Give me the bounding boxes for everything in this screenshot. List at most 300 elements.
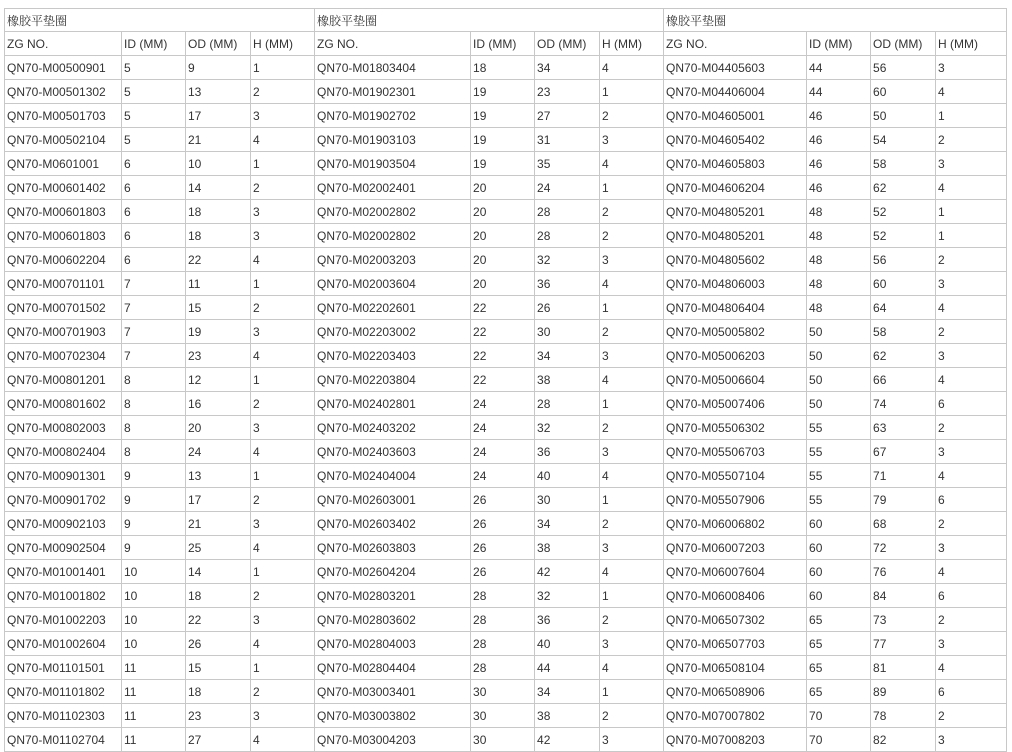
table-row xyxy=(5,296,1007,320)
table-cell: 26 xyxy=(471,536,535,560)
table-cell: 50 xyxy=(807,344,871,368)
table-cell: 65 xyxy=(807,680,871,704)
table-cell: QN70-M02002401 xyxy=(315,176,471,200)
table-cell: QN70-M0601001 xyxy=(5,152,122,176)
table-cell: QN70-M05506703 xyxy=(664,440,807,464)
table-cell: 1 xyxy=(936,224,1007,248)
table-cell: QN70-M05005802 xyxy=(664,320,807,344)
table-cell: 3 xyxy=(251,104,315,128)
table-cell: QN70-M01101501 xyxy=(5,656,122,680)
table-cell: 68 xyxy=(871,512,936,536)
table-cell: QN70-M01101802 xyxy=(5,680,122,704)
table-cell: 32 xyxy=(535,416,600,440)
table-cell: QN70-M00901702 xyxy=(5,488,122,512)
table-cell: 76 xyxy=(871,560,936,584)
table-cell: QN70-M05006203 xyxy=(664,344,807,368)
table-cell: QN70-M05007406 xyxy=(664,392,807,416)
table-cell: 42 xyxy=(535,728,600,752)
table-cell: 26 xyxy=(471,512,535,536)
table-cell: 4 xyxy=(936,464,1007,488)
table-cell: QN70-M06508906 xyxy=(664,680,807,704)
table-cell: 3 xyxy=(600,632,664,656)
table-cell: 65 xyxy=(807,608,871,632)
group-title: 橡胶平垫圈 xyxy=(5,9,315,32)
table-cell: 50 xyxy=(871,104,936,128)
table-cell: 10 xyxy=(122,584,186,608)
table-cell: 3 xyxy=(251,224,315,248)
table-cell: 4 xyxy=(251,440,315,464)
table-cell: 1 xyxy=(600,680,664,704)
table-cell: 2 xyxy=(936,248,1007,272)
table-row xyxy=(5,488,1007,512)
table-cell: 4 xyxy=(600,464,664,488)
table-cell: 38 xyxy=(535,704,600,728)
table-cell: 5 xyxy=(122,80,186,104)
table-cell: QN70-M00601402 xyxy=(5,176,122,200)
table-cell: 3 xyxy=(251,320,315,344)
table-cell: 58 xyxy=(871,320,936,344)
table-cell: QN70-M02002802 xyxy=(315,200,471,224)
table-cell: 2 xyxy=(600,224,664,248)
table-cell: 71 xyxy=(871,464,936,488)
table-row xyxy=(5,56,1007,80)
table-cell: 8 xyxy=(122,392,186,416)
table-cell: QN70-M02804003 xyxy=(315,632,471,656)
table-cell: 31 xyxy=(535,128,600,152)
table-cell: 8 xyxy=(122,368,186,392)
table-cell: 24 xyxy=(471,392,535,416)
table-cell: QN70-M04806404 xyxy=(664,296,807,320)
table-row xyxy=(5,440,1007,464)
table-cell: 3 xyxy=(600,128,664,152)
table-cell: 52 xyxy=(871,224,936,248)
table-cell: 15 xyxy=(186,656,251,680)
table-cell: QN70-M02403603 xyxy=(315,440,471,464)
table-cell: 20 xyxy=(471,200,535,224)
table-cell: 23 xyxy=(186,344,251,368)
table-row xyxy=(5,632,1007,656)
table-cell: QN70-M00902103 xyxy=(5,512,122,536)
table-cell: 6 xyxy=(122,248,186,272)
table-cell: 32 xyxy=(535,584,600,608)
table-cell: 60 xyxy=(807,512,871,536)
table-cell: 4 xyxy=(251,128,315,152)
table-cell: 24 xyxy=(471,416,535,440)
group-title: 橡胶平垫圈 xyxy=(664,9,1007,32)
table-row xyxy=(5,176,1007,200)
table-cell: 2 xyxy=(600,416,664,440)
table-cell: 19 xyxy=(471,152,535,176)
table-cell: QN70-M01903103 xyxy=(315,128,471,152)
table-cell: QN70-M02603001 xyxy=(315,488,471,512)
table-cell: QN70-M02003604 xyxy=(315,272,471,296)
table-cell: 84 xyxy=(871,584,936,608)
table-cell: 55 xyxy=(807,440,871,464)
table-cell: 2 xyxy=(600,704,664,728)
table-cell: QN70-M07008203 xyxy=(664,728,807,752)
table-cell: 3 xyxy=(936,152,1007,176)
table-cell: 2 xyxy=(936,608,1007,632)
table-row xyxy=(5,320,1007,344)
table-cell: QN70-M01102303 xyxy=(5,704,122,728)
table-cell: QN70-M02003203 xyxy=(315,248,471,272)
table-cell: 2 xyxy=(936,704,1007,728)
table-cell: 1 xyxy=(936,104,1007,128)
table-cell: 3 xyxy=(936,632,1007,656)
table-cell: 12 xyxy=(186,368,251,392)
table-cell: 28 xyxy=(471,608,535,632)
table-row xyxy=(5,104,1007,128)
table-cell: QN70-M06508104 xyxy=(664,656,807,680)
table-cell: QN70-M02803602 xyxy=(315,608,471,632)
table-cell: 48 xyxy=(807,200,871,224)
table-cell: QN70-M02203403 xyxy=(315,344,471,368)
table-cell: 5 xyxy=(122,56,186,80)
table-cell: 3 xyxy=(600,536,664,560)
table-cell: 2 xyxy=(936,416,1007,440)
table-cell: 62 xyxy=(871,176,936,200)
column-header: H (MM) xyxy=(936,32,1007,56)
table-cell: QN70-M04805602 xyxy=(664,248,807,272)
table-cell: 17 xyxy=(186,488,251,512)
table-cell: QN70-M00501703 xyxy=(5,104,122,128)
table-cell: QN70-M01002604 xyxy=(5,632,122,656)
table-cell: 2 xyxy=(600,320,664,344)
table-cell: QN70-M04405603 xyxy=(664,56,807,80)
table-cell: 82 xyxy=(871,728,936,752)
table-cell: QN70-M00901301 xyxy=(5,464,122,488)
table-cell: QN70-M00702304 xyxy=(5,344,122,368)
table-cell: QN70-M00701502 xyxy=(5,296,122,320)
table-cell: 9 xyxy=(122,464,186,488)
table-cell: 4 xyxy=(251,344,315,368)
table-cell: 11 xyxy=(186,272,251,296)
table-cell: 4 xyxy=(251,728,315,752)
table-cell: 25 xyxy=(186,536,251,560)
table-cell: 19 xyxy=(471,128,535,152)
table-cell: 50 xyxy=(807,320,871,344)
table-cell: 3 xyxy=(251,200,315,224)
table-cell: 14 xyxy=(186,176,251,200)
table-cell: QN70-M00500901 xyxy=(5,56,122,80)
table-cell: 18 xyxy=(186,200,251,224)
table-cell: 26 xyxy=(471,488,535,512)
table-cell: 36 xyxy=(535,440,600,464)
table-cell: QN70-M04806003 xyxy=(664,272,807,296)
table-cell: 55 xyxy=(807,464,871,488)
table-cell: 34 xyxy=(535,56,600,80)
table-cell: 1 xyxy=(251,56,315,80)
table-cell: QN70-M00902504 xyxy=(5,536,122,560)
table-cell: 7 xyxy=(122,344,186,368)
table-cell: 6 xyxy=(936,680,1007,704)
table-cell: 30 xyxy=(535,320,600,344)
table-cell: QN70-M06007604 xyxy=(664,560,807,584)
group-title: 橡胶平垫圈 xyxy=(315,9,664,32)
table-cell: 62 xyxy=(871,344,936,368)
table-cell: 19 xyxy=(471,80,535,104)
washer-spec-table xyxy=(4,8,1007,752)
table-cell: 4 xyxy=(936,656,1007,680)
table-row xyxy=(5,536,1007,560)
table-cell: 11 xyxy=(122,656,186,680)
table-cell: QN70-M05006604 xyxy=(664,368,807,392)
table-cell: 60 xyxy=(871,272,936,296)
table-cell: 4 xyxy=(600,272,664,296)
table-cell: 5 xyxy=(122,128,186,152)
table-cell: 3 xyxy=(936,440,1007,464)
table-cell: 81 xyxy=(871,656,936,680)
table-cell: 2 xyxy=(251,296,315,320)
table-cell: 7 xyxy=(122,272,186,296)
table-cell: 16 xyxy=(186,392,251,416)
table-cell: 56 xyxy=(871,248,936,272)
table-cell: 21 xyxy=(186,128,251,152)
table-cell: 4 xyxy=(251,536,315,560)
table-cell: QN70-M02203002 xyxy=(315,320,471,344)
table-cell: 3 xyxy=(251,512,315,536)
table-cell: 3 xyxy=(251,704,315,728)
table-cell: 8 xyxy=(122,416,186,440)
table-cell: QN70-M00602204 xyxy=(5,248,122,272)
table-cell: 1 xyxy=(600,584,664,608)
table-cell: 3 xyxy=(936,728,1007,752)
table-row xyxy=(5,80,1007,104)
table-cell: 9 xyxy=(186,56,251,80)
table-cell: QN70-M04605001 xyxy=(664,104,807,128)
table-cell: 44 xyxy=(807,56,871,80)
table-cell: 28 xyxy=(471,584,535,608)
table-row xyxy=(5,224,1007,248)
table-cell: 30 xyxy=(471,704,535,728)
table-cell: QN70-M06507302 xyxy=(664,608,807,632)
table-cell: 4 xyxy=(936,560,1007,584)
table-cell: 44 xyxy=(535,656,600,680)
table-row xyxy=(5,728,1007,752)
table-cell: 60 xyxy=(807,584,871,608)
table-cell: 19 xyxy=(186,320,251,344)
table-cell: QN70-M02202601 xyxy=(315,296,471,320)
table-cell: 36 xyxy=(535,608,600,632)
table-cell: 6 xyxy=(122,224,186,248)
table-cell: 9 xyxy=(122,488,186,512)
table-cell: QN70-M00601803 xyxy=(5,224,122,248)
table-cell: 10 xyxy=(122,608,186,632)
table-cell: 5 xyxy=(122,104,186,128)
table-cell: 10 xyxy=(186,152,251,176)
table-cell: 11 xyxy=(122,728,186,752)
table-cell: 64 xyxy=(871,296,936,320)
table-cell: 44 xyxy=(807,80,871,104)
table-cell: 8 xyxy=(122,440,186,464)
table-cell: QN70-M05506302 xyxy=(664,416,807,440)
table-cell: 28 xyxy=(471,656,535,680)
table-cell: 4 xyxy=(251,248,315,272)
table-cell: 28 xyxy=(471,632,535,656)
table-cell: QN70-M05507104 xyxy=(664,464,807,488)
table-cell: 4 xyxy=(936,80,1007,104)
table-cell: 73 xyxy=(871,608,936,632)
table-cell: 50 xyxy=(807,368,871,392)
table-cell: 1 xyxy=(251,272,315,296)
table-cell: 20 xyxy=(471,248,535,272)
table-row xyxy=(5,344,1007,368)
table-cell: 4 xyxy=(936,368,1007,392)
table-cell: 55 xyxy=(807,488,871,512)
table-cell: QN70-M00501302 xyxy=(5,80,122,104)
table-cell: 72 xyxy=(871,536,936,560)
table-cell: QN70-M06008406 xyxy=(664,584,807,608)
table-cell: 38 xyxy=(535,368,600,392)
table-cell: 13 xyxy=(186,464,251,488)
table-cell: 14 xyxy=(186,560,251,584)
table-cell: 22 xyxy=(471,296,535,320)
table-cell: 13 xyxy=(186,80,251,104)
table-cell: QN70-M03003401 xyxy=(315,680,471,704)
table-cell: 1 xyxy=(251,656,315,680)
table-cell: 28 xyxy=(535,224,600,248)
table-cell: QN70-M01903504 xyxy=(315,152,471,176)
table-cell: 48 xyxy=(807,248,871,272)
table-cell: 35 xyxy=(535,152,600,176)
table-cell: 28 xyxy=(535,200,600,224)
table-row xyxy=(5,704,1007,728)
table-cell: 46 xyxy=(807,176,871,200)
table-cell: 3 xyxy=(600,344,664,368)
table-row xyxy=(5,272,1007,296)
table-cell: 1 xyxy=(251,464,315,488)
table-cell: 6 xyxy=(122,152,186,176)
table-cell: 38 xyxy=(535,536,600,560)
table-cell: QN70-M00801201 xyxy=(5,368,122,392)
table-cell: 3 xyxy=(936,344,1007,368)
table-cell: 32 xyxy=(535,248,600,272)
table-cell: 17 xyxy=(186,104,251,128)
table-cell: 9 xyxy=(122,536,186,560)
table-cell: 24 xyxy=(471,440,535,464)
table-row xyxy=(5,512,1007,536)
table-cell: QN70-M01902301 xyxy=(315,80,471,104)
table-cell: 65 xyxy=(807,632,871,656)
column-header: ZG NO. xyxy=(664,32,807,56)
table-row xyxy=(5,416,1007,440)
table-cell: 58 xyxy=(871,152,936,176)
table-cell: 4 xyxy=(600,560,664,584)
table-cell: 22 xyxy=(471,368,535,392)
table-cell: QN70-M01001802 xyxy=(5,584,122,608)
table-cell: QN70-M04805201 xyxy=(664,224,807,248)
table-cell: 30 xyxy=(471,680,535,704)
table-row xyxy=(5,200,1007,224)
table-cell: 4 xyxy=(251,632,315,656)
table-cell: QN70-M03003802 xyxy=(315,704,471,728)
column-header: OD (MM) xyxy=(871,32,936,56)
table-cell: QN70-M01002203 xyxy=(5,608,122,632)
table-cell: 2 xyxy=(600,104,664,128)
table-cell: 2 xyxy=(936,128,1007,152)
table-cell: 26 xyxy=(535,296,600,320)
table-row xyxy=(5,368,1007,392)
table-cell: 79 xyxy=(871,488,936,512)
table-cell: QN70-M02203804 xyxy=(315,368,471,392)
table-cell: 2 xyxy=(251,80,315,104)
table-cell: 2 xyxy=(251,584,315,608)
table-cell: QN70-M02804404 xyxy=(315,656,471,680)
table-cell: QN70-M06006802 xyxy=(664,512,807,536)
table-cell: 48 xyxy=(807,224,871,248)
column-header: OD (MM) xyxy=(535,32,600,56)
table-cell: QN70-M00802404 xyxy=(5,440,122,464)
table-cell: 2 xyxy=(600,512,664,536)
table-cell: 7 xyxy=(122,296,186,320)
table-cell: 3 xyxy=(936,536,1007,560)
table-cell: 3 xyxy=(251,608,315,632)
table-cell: 2 xyxy=(600,200,664,224)
table-cell: 46 xyxy=(807,152,871,176)
table-cell: 2 xyxy=(936,320,1007,344)
table-cell: 3 xyxy=(600,440,664,464)
table-row xyxy=(5,392,1007,416)
table-header-row xyxy=(5,32,1007,56)
table-cell: 4 xyxy=(600,56,664,80)
table-cell: 42 xyxy=(535,560,600,584)
table-cell: 1 xyxy=(251,560,315,584)
table-cell: 11 xyxy=(122,704,186,728)
table-cell: 2 xyxy=(600,608,664,632)
table-cell: 18 xyxy=(186,680,251,704)
table-cell: QN70-M02402801 xyxy=(315,392,471,416)
table-cell: 20 xyxy=(471,224,535,248)
table-cell: 3 xyxy=(936,56,1007,80)
table-cell: QN70-M02803201 xyxy=(315,584,471,608)
table-cell: 48 xyxy=(807,272,871,296)
table-cell: 66 xyxy=(871,368,936,392)
table-cell: 22 xyxy=(186,608,251,632)
table-cell: QN70-M01902702 xyxy=(315,104,471,128)
table-cell: 40 xyxy=(535,632,600,656)
column-header: H (MM) xyxy=(251,32,315,56)
table-cell: 27 xyxy=(186,728,251,752)
table-row xyxy=(5,248,1007,272)
table-cell: 20 xyxy=(471,272,535,296)
table-cell: 24 xyxy=(471,464,535,488)
table-row xyxy=(5,656,1007,680)
table-cell: 1 xyxy=(251,152,315,176)
table-row xyxy=(5,608,1007,632)
table-cell: 23 xyxy=(186,704,251,728)
table-cell: 27 xyxy=(535,104,600,128)
column-header: ID (MM) xyxy=(471,32,535,56)
table-cell: 7 xyxy=(122,320,186,344)
table-cell: 18 xyxy=(471,56,535,80)
table-cell: QN70-M07007802 xyxy=(664,704,807,728)
table-cell: QN70-M06007203 xyxy=(664,536,807,560)
column-header: H (MM) xyxy=(600,32,664,56)
table-cell: 4 xyxy=(600,656,664,680)
table-row xyxy=(5,560,1007,584)
table-cell: 28 xyxy=(535,392,600,416)
table-cell: 10 xyxy=(122,632,186,656)
table-cell: 22 xyxy=(471,320,535,344)
table-cell: QN70-M05507906 xyxy=(664,488,807,512)
table-cell: 46 xyxy=(807,128,871,152)
table-cell: 36 xyxy=(535,272,600,296)
table-cell: 46 xyxy=(807,104,871,128)
table-cell: 24 xyxy=(186,440,251,464)
column-header: ID (MM) xyxy=(807,32,871,56)
column-header: ZG NO. xyxy=(5,32,122,56)
table-cell: 54 xyxy=(871,128,936,152)
